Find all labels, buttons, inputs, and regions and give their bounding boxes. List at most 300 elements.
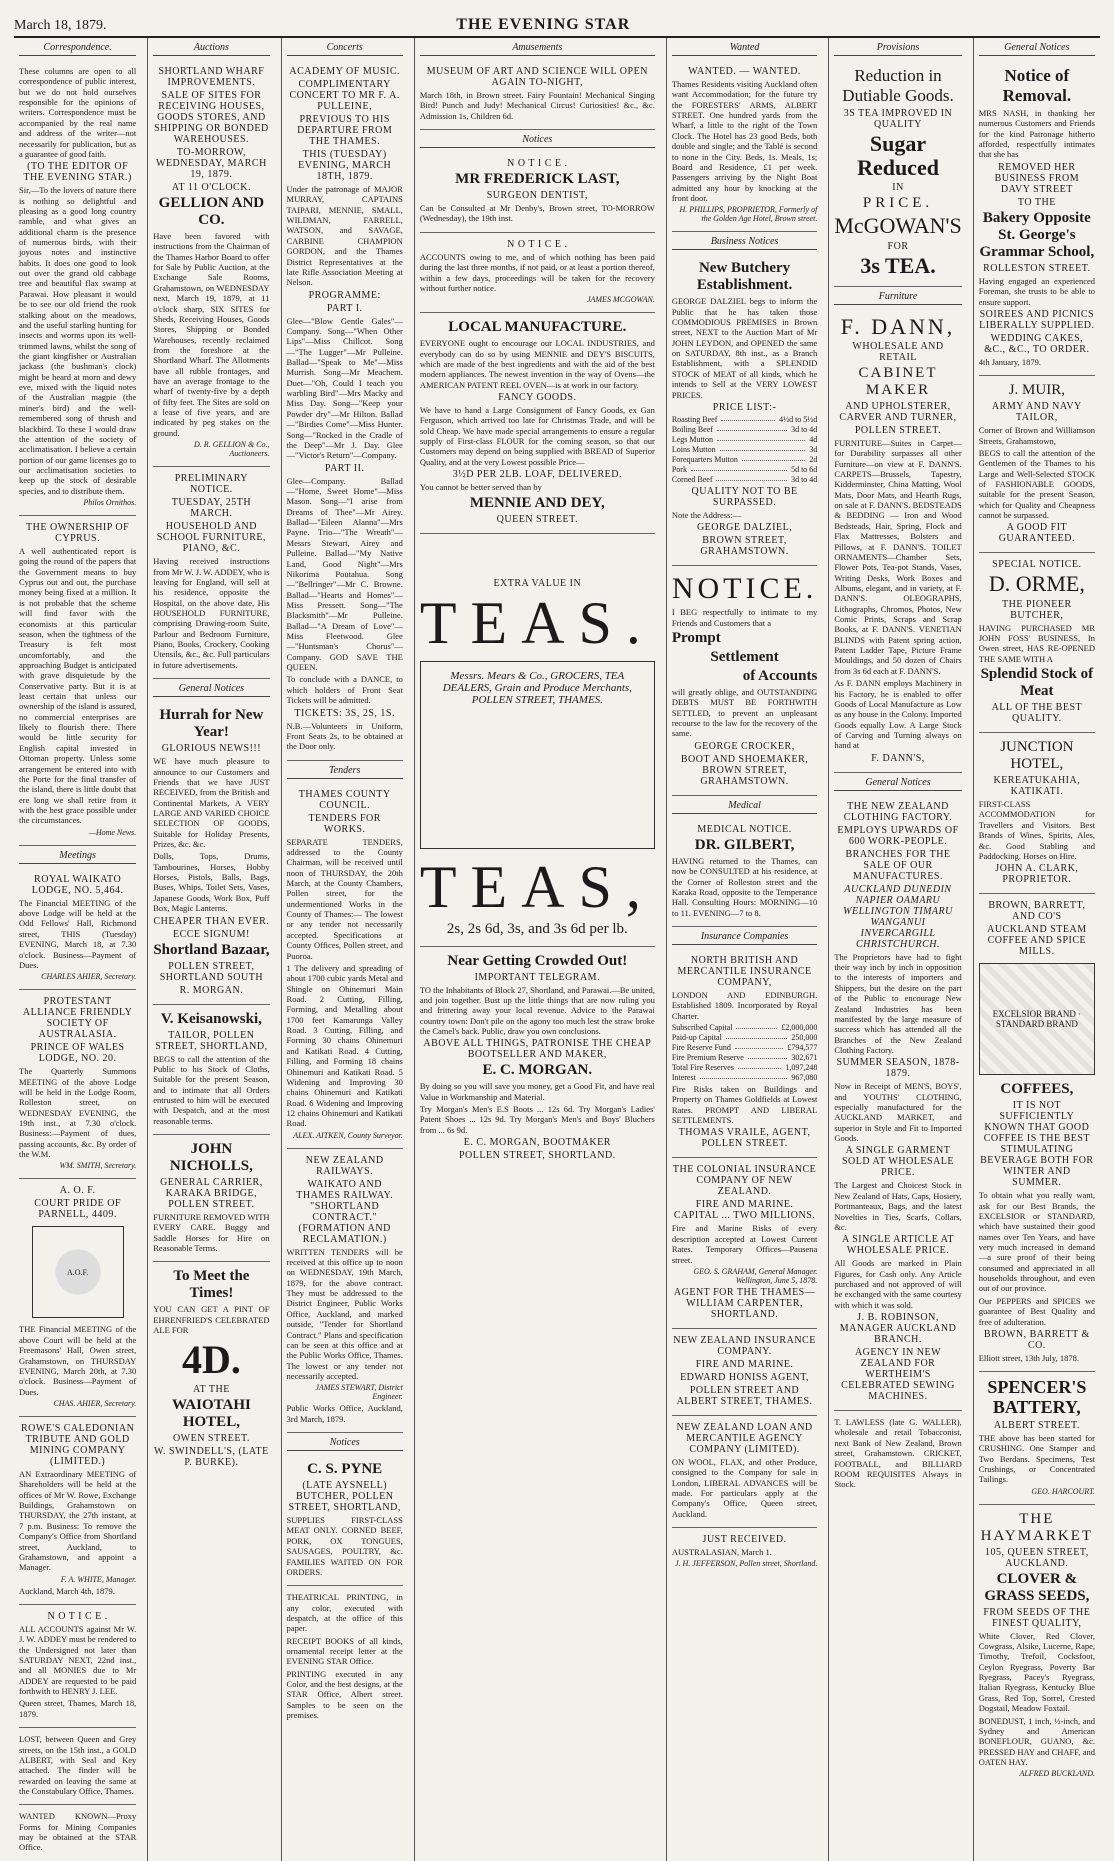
waiotahi-headline: WAIOTAHI HOTEL, bbox=[171, 1396, 251, 1430]
removal-body-2: Having engaged an experienced Foreman, she trusts to be able to ensure support. bbox=[978, 275, 1095, 307]
lawless-ad bbox=[834, 1411, 961, 1498]
times-headline: To Meet the Times! bbox=[173, 1268, 250, 1302]
hurrah-body: WE have much pleasure to announce to our Customers and Friends that we have JUST RECEIVED, from the British and Continental Markets, A VERY LARGE AND VARIED CHOICE SELECTION OF GOODS, Suitable for Holiday Presents, Prizes, &c. &c. bbox=[153, 756, 270, 850]
clothing-branches: BRANCHES FOR THE SALE OF OUR MANUFACTURES. bbox=[845, 848, 951, 882]
nzi-headline: NEW ZEALAND INSURANCE COMPANY. bbox=[673, 1334, 816, 1357]
boot-headline: ABOVE ALL THINGS, PATRONISE THE CHEAP BOOTSELLER AND MAKER, bbox=[423, 1038, 652, 1061]
wharf-date: TO-MORROW, WEDNESDAY, MARCH 19, 1879. bbox=[156, 147, 267, 180]
dentist-notice-headline: N O T I C E . bbox=[507, 158, 568, 170]
coffee-brand-logos-icon bbox=[979, 963, 1095, 1075]
mears-business-card bbox=[420, 661, 655, 849]
clark-proprietor: JOHN A. CLARK, PROPRIETOR. bbox=[995, 863, 1079, 886]
robinson-manager: J. B. ROBINSON, MANAGER AUCKLAND BRANCH. bbox=[839, 1312, 957, 1346]
cheaper-than-ever: CHEAPER THAN EVER. bbox=[153, 915, 270, 927]
clover-subhead: FROM SEEDS OF THE FINEST QUALITY, bbox=[983, 1606, 1091, 1629]
capital-price: 967,080 bbox=[791, 1073, 818, 1083]
museum-body: March 18th, in Brown street. Fairy Fountain! Mechanical Singing Bird! Punch and Judy! Mechanical Circus! Curiosities! &c., &c. Admission 1s, Children 6d. bbox=[419, 90, 655, 121]
lodge-notice bbox=[19, 868, 136, 991]
wanted-known-body: WANTED KNOWN—Proxy Forms for Mining Companies may be obtained at the STAR Office. bbox=[19, 1811, 137, 1853]
muir-address: Corner of Brown and Williamson Streets, Grahamstown, bbox=[978, 425, 1095, 446]
teas-headline: TEAS. bbox=[419, 589, 655, 656]
nash-removal-ad bbox=[979, 60, 1095, 376]
nbmi-subhead: LONDON AND EDINBURGH. Established 1809. Incorporated by Royal Charter. bbox=[671, 989, 818, 1021]
cyprus-body: A well authenticated report is going the round of the papers that the Government means to buy Cyprus out and out, the purchase money being fixed at a million. It is not probable that the scheme will find favor with the economists at this particular season, when the tightness of the Treasury is felt most uncomfortably, and the approaching Budget is anticipated with grave disquietude by the Conservative party. But it is at least certain that unless our ownership of the island is assured, no commercial enterprises are likely to flourish there. There would be little security for English capital invested in Ottoman property. Unless some arrangement be entered into with the Porte for the final transfer of the island, there is little doubt that ere long we shall retire from it with the best grace possible under the circumstances. bbox=[19, 546, 137, 826]
tenders-body: SEPARATE TENDERS, addressed to the County Chairman, will be received until noon of THURSDAY, the 20th March, at the County Chambers, Pollen street, for the undermentioned Works in the County of Thames:— The lowest or any tender not necessarily accepted. Specifications at County Offices, Pollen street, and Puoroa. bbox=[286, 836, 403, 961]
dann-ad bbox=[834, 309, 961, 773]
to-the: TO THE bbox=[1017, 196, 1056, 208]
received-ad bbox=[672, 1528, 817, 1576]
article-body: All Goods are marked in Plain Figures, for Cash only. Any Article purchased and not approved of will be exchanged with the same courtesy with which it was sold. bbox=[834, 1258, 962, 1310]
local-body: EVERYONE ought to encourage our LOCAL INDUSTRIES, and everybody can do so by using MENNIE and DEY'S BISCUITS, which are made of the best ingredients and with the aid of the best modern appliances. The newest invention in the way of Ovens—the AMERICAN PATENT REEL OVEN—is at work in our factory. bbox=[419, 338, 655, 390]
section-auctions: Auctions bbox=[153, 40, 269, 56]
section-amusements: Amusements bbox=[420, 40, 655, 56]
crowded-subhead: IMPORTANT TELEGRAM. bbox=[474, 971, 601, 983]
fancy-headline: FANCY GOODS. bbox=[498, 392, 577, 404]
butchery-ad bbox=[672, 254, 817, 566]
meat-price-row bbox=[672, 475, 817, 484]
capital-item: Fire Premium Reserve bbox=[671, 1053, 744, 1063]
academy-headline: ACADEMY OF MUSIC. bbox=[289, 66, 401, 77]
seeds-list: White Clover, Red Clover, Cowgrass, Alsike, Lucerne, Rape, Timothy, Trefoil, Cocksfoot, Ceylon Ryegrass, Poverty Bar Ryegrass, Pacey's Ryegrass, Italian Ryegrass, Kentucky Blue Grass, Red Top, Sorrel, Crested Dogstail, Meadow Foxtail. bbox=[978, 1630, 1095, 1714]
meat-price-price: 3d to 4d bbox=[791, 424, 818, 434]
programme-part-2-items: Glee—Company. Ballad—"Home, Sweet Home"—Miss Mason. Song—"I arise from Dreams of Thee"—Mr Airey. Ballad—"Eileen Alanna"—Mrs Payne. Trio—"The Wreath"—Messrs Stewart, Airey and Pulleine. Ballad—"My Native Land, Good Night"—Mrs Nikorima Poutahua. Song—"Bellringer"—Mr C. Browne. Ballad—"Hearts and Homes"—Miss Pressett. Song—"The Blacksmith"—Mr Pulleine. Ballad—"A Dream of Love"—Miss Fleetwood. Glee—"Huntsman's Chorus"—Company. GOD SAVE THE QUEEN. bbox=[286, 475, 403, 673]
concert-tickets: TICKETS: 3S, 2S, 1S. bbox=[294, 707, 395, 719]
honiss-address: POLLEN STREET AND ALBERT STREET, THAMES. bbox=[676, 1384, 813, 1407]
brown-barrett-date: Elliott street, 13th July, 1878. bbox=[978, 1352, 1079, 1363]
wharf-auction bbox=[153, 60, 269, 467]
settlement-word: Settlement bbox=[710, 648, 779, 665]
muir-body: BEGS to call the attention of the Gentlemen of the Thames to his Large and Well-Selected STOCK of FASHIONABLE GOODS, suitable for the present Season, which for Quality and Cheapness cannot be surpassed. bbox=[978, 447, 1095, 521]
colonial-signature: GEO. S. GRAHAM, General Manager. Wellington, June 5, 1878. bbox=[693, 1266, 818, 1285]
muir-name: J. MUIR, bbox=[1008, 382, 1065, 399]
dentist-notice bbox=[420, 152, 655, 233]
meat-price-leader bbox=[742, 455, 805, 461]
meat-price-item: Loins Mutton bbox=[671, 444, 716, 454]
meat-price-leader bbox=[720, 445, 806, 451]
addey-date: Queen street, Thames, March 18, 1879. bbox=[19, 1698, 137, 1719]
dalziel-address: BROWN STREET, GRAHAMSTOWN. bbox=[700, 535, 789, 558]
hurrah-list: Dolls, Tops, Drums, Tambourines, Horses, Hobby Horses, Pistols, Balls, Bags, Buses, Whips, Toilet Sets, Vases, Japanese Goods, Work Box, Puff Box, Magic Lanterns. bbox=[153, 851, 270, 914]
of-accounts-word: of Accounts bbox=[742, 667, 818, 684]
wanted-body: Thames Residents visiting Auckland often want Accommodation; for the future try the FORESTERS' ARMS, ALBERT STREET. One hundred yards from the Wharf, a little to the right of the Town Clock. The Hotel has 23 good Beds, both double and single; and the Tablé is second to none in the City. Beds, 1s. Meals, 1s; Board and Residence, £1 per week. Passengers arriving by the Night Boat admitted any hour by knocking at the front door. bbox=[671, 79, 818, 203]
teas-prices: 2s, 2s 6d, 3s, and 3s 6d per lb. bbox=[446, 920, 628, 937]
capital-item: Subscribed Capital bbox=[671, 1023, 733, 1033]
cyprus-source: —Home News. bbox=[88, 827, 137, 837]
morgan-name: E. C. MORGAN. bbox=[482, 1062, 593, 1079]
column-2 bbox=[147, 38, 274, 1861]
wanted-known-notice bbox=[19, 1805, 136, 1860]
morgan-address: POLLEN STREET, SHORTLAND. bbox=[458, 1150, 616, 1162]
section-general-notices: General Notices bbox=[153, 681, 269, 697]
programme-headline: PROGRAMME: bbox=[308, 289, 381, 301]
bazaar-owner: R. MORGAN. bbox=[179, 984, 244, 996]
butchery-headline: New Butchery Establishment. bbox=[696, 260, 793, 294]
coffee-mills: AUCKLAND STEAM COFFEE AND SPICE MILLS. bbox=[987, 924, 1087, 958]
orme-ad bbox=[979, 553, 1095, 733]
capital-leader bbox=[735, 1043, 783, 1049]
loaf-price: 3½D PER 2LB. LOAF, DELIVERED. bbox=[452, 469, 622, 481]
furniture-body: Having received instructions from Mr W. J. W. ADDEY, who is leaving for England, will sell at his residence, opposite the Hospital, on the above date, His HOUSEHOLD FURNITURE, comprising Drawing-room Suite, Parlour and Bedroom Furniture, Piano, Books, Crockery, Cooking Utensils, &c., &c. Full particulars in future advertisements. bbox=[153, 556, 270, 670]
section-general-notices-2: General Notices bbox=[834, 775, 961, 791]
issue-date: March 18, 1879. bbox=[14, 18, 107, 33]
capital-price: 250,000 bbox=[791, 1033, 818, 1043]
dann-wholesale: WHOLESALE AND RETAIL bbox=[852, 340, 944, 363]
rowe-body: AN Extraordinary MEETING of Shareholders will be held at the offices of Mr W. Rowe, Exchange Buildings, Grahamstown on THURSDAY, the 27th instant, at 7 p.m. Business: To remove the Company's Office from Shortland street, Auckland, to Grahamstown, and appoint a Manager. bbox=[19, 1468, 137, 1573]
concert-date: THIS (TUESDAY) EVENING, MARCH 18TH, 1879. bbox=[298, 149, 392, 182]
medical-headline: MEDICAL NOTICE. bbox=[697, 823, 792, 835]
soirees: SOIREES AND PICNICS LIBERALLY SUPPLIED. bbox=[979, 308, 1095, 331]
teas-headline-2: TEAS, bbox=[419, 853, 655, 920]
cabinet-maker: CABINET MAKER bbox=[858, 364, 938, 398]
railways-date: Public Works Office, Auckland, 3rd March, 1879. bbox=[286, 1403, 403, 1424]
bazaar-address: POLLEN STREET, SHORTLAND SOUTH bbox=[159, 960, 264, 983]
capital-price: 1,097,248 bbox=[785, 1063, 818, 1073]
crowded-body: TO the Inhabitants of Block 27, Shortland, and Parawai.—Be united, and join together. Bust up the little things that are now ruling you and frittering away your local revenue. Advice to the Parawai country town: Don't pile on the agony too much lest the straw broke the Camel's back. Public, draw you own conclusions. bbox=[419, 984, 655, 1036]
crowded-out-ad bbox=[420, 947, 655, 1170]
court-signature: CHAS. AHIER, Secretary. bbox=[53, 1398, 137, 1408]
meat-price-row bbox=[672, 445, 817, 454]
capital-item: Interest bbox=[671, 1073, 696, 1083]
times-at: AT THE bbox=[193, 1383, 230, 1395]
mcgowan-ad bbox=[834, 60, 961, 287]
settlement-notice bbox=[672, 566, 817, 796]
mears-card-text: Messrs. Mears & Co., GROCERS, TEA DEALERS, Grain and Produce Merchants, POLLEN STREET, THAMES. bbox=[442, 669, 632, 706]
sewing-agency: AGENCY IN NEW ZEALAND FOR WERTHEIM'S CELEBRATED SEWING MACHINES. bbox=[841, 1347, 955, 1403]
splendid-stock: Splendid Stock of Meat bbox=[980, 666, 1094, 700]
tenders-signature: ALEX. AITKEN, County Surveyor. bbox=[293, 1130, 403, 1140]
programme-part-1: PART I. bbox=[326, 302, 363, 314]
haymarket-ad bbox=[979, 1505, 1095, 1787]
alliance-body: The Quarterly Summons MEETING of the above Lodge will be held in the Lodge Room, Rolleston street, on WEDNESDAY EVENING, the 19th inst., at 7.30 o'clock. Business:—Payment of dues, passing accounts, &c. By order of the W.M. bbox=[19, 1066, 137, 1160]
alliance-signature: WM. SMITH, Secretary. bbox=[59, 1161, 137, 1171]
nbmi-capital-list bbox=[672, 1023, 817, 1082]
special-notice: SPECIAL NOTICE. bbox=[992, 559, 1082, 571]
section-notices: Notices bbox=[287, 1435, 403, 1451]
section-correspondence: Correspondence. bbox=[19, 40, 136, 56]
gellion-body: Have been favored with instructions from the Chairman of the Thames Harbor Board to offer for Sale by Public Auction, at the Exchange Sale Rooms, Grahamstown, on WEDNESDAY next, March 19, 1879, at 11 o'clock sharp, SIX SITES for Sheds, Receiving Houses, Goods Stores, Shipping or Bonded Warehouses, recently reclaimed from the foreshore at the Shortland Wharf. The Allotments have all rubble frontages, and have an average frontage to the wharf of twenty-five by a depth of fifty feet. The Sites are sold on a lease of five years, and are indicated by peg stakes on the ground. bbox=[153, 231, 270, 438]
spencer-ad bbox=[979, 1372, 1095, 1504]
single-body: The Largest and Choicest Stock in New Zealand of Hats, Caps, Hosiery, Portmanteaux, Bags, and the latest Novelties in Ties, Scarfs, Collars, &c. bbox=[834, 1180, 962, 1232]
meat-price-item: Boiling Beef bbox=[671, 424, 713, 434]
junction-body: FIRST-CLASS ACCOMMODATION for Travellers and Visitors. Best Brands of Wines, Spirits, Ales, &c. Good Stabling and Paddocking. Horses on Hire. bbox=[978, 799, 1095, 861]
buckland-signature: ALFRED BUCKLAND. bbox=[1019, 1769, 1095, 1779]
loaf-sub: You cannot be better served than by bbox=[419, 482, 542, 493]
receipt-books: RECEIPT BOOKS of all kinds, ornamental receipt letter at the EVENING STAR Office. bbox=[286, 1635, 403, 1667]
price-list-headline: PRICE LIST:- bbox=[712, 401, 777, 413]
settlement-headline: NOTICE. bbox=[671, 572, 818, 606]
column-3 bbox=[281, 38, 408, 1861]
gilbert-name: DR. GILBERT, bbox=[694, 836, 795, 853]
colonial-subhead: FIRE AND MARINE. CAPITAL ... TWO MILLIONS. bbox=[673, 1199, 816, 1222]
newspaper-title: THE EVENING STAR bbox=[456, 16, 631, 33]
tenders-works: 1 The delivery and spreading of about 1700 cubic yards Metal and Shingle on Ohinemuri Main Road. 2 Cutting, Filling, Forming, and Metalling about 1700 feet Kamarunga Valley Road. 3 Cutting, Filling, and Forming 30 chains Ohinemuri and Katikati Road. 4 Cutting, Filling, and Forming 18 chains Ohinemuri and Katikati Road. 5 Widening and Improving 30 chains Ohinemuri and Katikati Road. 6 Widening and Improving 12 chains Ohinemuri and Katikati Road. bbox=[286, 962, 403, 1129]
junction-location: KEREATUKAHIA, KATIKATI. bbox=[993, 775, 1081, 798]
muir-ad bbox=[979, 376, 1095, 553]
concert-ad bbox=[287, 60, 403, 761]
column-4 bbox=[414, 38, 660, 1861]
crowded-headline: Near Getting Crowded Out! bbox=[447, 952, 628, 969]
boot-body: By doing so you will save you money, get a Good Fit, and have real Value in Workmanship and Material. bbox=[419, 1081, 655, 1102]
railways-headline: NEW ZEALAND RAILWAYS. bbox=[305, 1154, 384, 1177]
colonial-ad bbox=[672, 1158, 817, 1328]
meat-price-item: Legs Mutton bbox=[671, 434, 713, 444]
settlement-body: I BEG respectfully to intimate to my Friends and Customers that a bbox=[671, 607, 818, 628]
meat-price-leader bbox=[716, 475, 787, 481]
single-garment: A SINGLE GARMENT SOLD AT WHOLESALE PRICE. bbox=[842, 1145, 955, 1179]
letter-intro: (TO THE EDITOR OF THE EVENING STAR.) bbox=[23, 161, 132, 184]
local-headline: LOCAL MANUFACTURE. bbox=[448, 319, 627, 336]
concert-nb: N.B.—Volunteers in Uniform, Front Seats 2s, to be obtained at the Door only. bbox=[286, 720, 403, 752]
capital-row bbox=[672, 1043, 817, 1052]
meat-price-leader bbox=[717, 425, 787, 431]
morgan-bootmaker: E. C. MORGAN, BOOTMAKER bbox=[463, 1137, 611, 1149]
prelim-date: TUESDAY, 25TH MARCH. bbox=[171, 497, 252, 520]
section-wanted: Wanted bbox=[672, 40, 817, 56]
meat-price-row bbox=[672, 465, 817, 474]
keisanowski-ad bbox=[153, 1005, 269, 1136]
prelim-headline: PRELIMINARY NOTICE. bbox=[174, 473, 249, 496]
crocker-name: GEORGE CROCKER, bbox=[694, 740, 795, 752]
museum-headline: MUSEUM OF ART AND SCIENCE WILL OPEN AGAIN TO-NIGHT, bbox=[426, 66, 648, 88]
fancy-body: We have to hand a Large Consignment of Fancy Goods, ex Gan Ferguson, which arrived too late for Christmas Trade, and will be sold Cheap. We have made special arrangements to ensure a regular supply of First-class FLOUR for the coming season, so that our Customers may depend on being supplied with BREAD of Superior Quality, and at the very Lowest possible Price— bbox=[419, 405, 655, 467]
concert-patronage: Under the patronage of MAJOR MURRAY, CAPTAINS TAIPARI, MENNIE, SMALL, WILDMAN, FARRELL, WATSON, and SAVAGE, CARBINE CHAMPION GORDON, and the Thames District Representatives at the late Rifle Association Meeting at Nelson. bbox=[286, 184, 403, 288]
section-provisions: Provisions bbox=[834, 40, 961, 56]
foresters-emblem-icon bbox=[32, 1226, 124, 1318]
capital-leader bbox=[700, 1073, 787, 1079]
capital-item: Paid-up Capital bbox=[671, 1033, 722, 1043]
clothing-factory-ad bbox=[834, 795, 961, 1411]
removal-date: 4th January, 1879. bbox=[978, 356, 1041, 367]
pyne-subhead: (LATE AYSNELL) BUTCHER, POLLEN STREET, SHORTLAND, bbox=[288, 1480, 401, 1514]
accounts-notice bbox=[420, 233, 655, 313]
column-6 bbox=[828, 38, 966, 1861]
addey-notice bbox=[19, 1605, 136, 1728]
pyne-body: SUPPLIES FIRST-CLASS MEAT ONLY. CORNED BEEF, PORK, OX TONGUES, SAUSAGES, POULTRY, &c. FAMILIES WAITED ON FOR ORDERS. bbox=[286, 1515, 403, 1577]
in-word: IN bbox=[892, 182, 904, 194]
single-article: A SINGLE ARTICLE AT WHOLESALE PRICE. bbox=[842, 1234, 954, 1257]
court-headline: COURT PRIDE OF PARNELL, 4409. bbox=[34, 1198, 122, 1221]
received-signature: J. H. JEFFERSON, Pollen street, Shortland. bbox=[674, 1559, 818, 1569]
pyne-ad bbox=[287, 1455, 403, 1586]
masthead bbox=[14, 10, 1100, 38]
crocker-address: BOOT AND SHOEMAKER, BROWN STREET, GRAHAMSTOWN. bbox=[680, 753, 809, 787]
section-general-notices-3: General Notices bbox=[979, 40, 1095, 56]
columns bbox=[14, 38, 1100, 1853]
accounts-headline: N O T I C E . bbox=[507, 238, 568, 250]
honiss-name: EDWARD HONISS AGENT, bbox=[680, 1371, 810, 1383]
gellion-signature: D. R. GELLION & Co., Auctioneers. bbox=[193, 440, 270, 459]
capital-row bbox=[672, 1023, 817, 1032]
prompt-word: Prompt bbox=[671, 629, 721, 646]
letter-body: Sir,—To the lovers of nature there is nothing so delightful and pleasing as a good long country ramble, and what gives an additional charm is the presence of numerous birds, with their joyous notes and instinctive habits. It does one good to look out over the grand old cabbage tree and beautiful flax swamp at Parawai. How pleasant it would be to see our old friend the rook stalking about on the meadows, and the useful starling hunting for insects and worms upon its well-trimmed lawns, whilst the song of the giant kingfisher or Australian jackass (the bushman's clock) might be heard at morn and dewy eve, mixed with the liquid notes of the Australian magpie (the miner's bird) and the well-remembered song of thrush and blackbird. To these I would draw the attention of the society of acclimatisation. I believe a certain portion of our game licenses go to our acclimatisation societies to keep up the stock of desirable species, and to distribute them. bbox=[19, 185, 137, 496]
settlement-body-2: will greatly oblige, and OUTSTANDING DEBTS MUST BE FORTHWITH SETTLED, to prevent an unpleasant recourse to the law for the recovery of the same. bbox=[671, 686, 818, 739]
meat-price-item: Corned Beef bbox=[671, 474, 713, 484]
section-tenders: Tenders bbox=[287, 763, 403, 779]
waiotahi-street: OWEN STREET. bbox=[172, 1432, 250, 1444]
extra-value: EXTRA VALUE IN bbox=[493, 577, 582, 589]
spencer-headline: SPENCER'S BATTERY, bbox=[987, 1377, 1087, 1418]
lost-body: LOST, between Queen and Grey streets, on the 15th inst., a GOLD ALBERT, with Seal and Key attached. The finder will be rewarded on leaving the same at the Constabulary Office, Thames. bbox=[19, 1734, 137, 1796]
meat-price-leader bbox=[721, 415, 775, 421]
wanted-signature: H. PHILLIPS, PROPRIETOR, Formerly of the Golden Age Hotel, Brown street. bbox=[679, 205, 818, 224]
capital-leader bbox=[738, 1063, 781, 1069]
concert-dance: To conclude with a DANCE, to which holders of Front Seat Tickets will be admitted. bbox=[286, 674, 403, 706]
capital-row bbox=[672, 1033, 817, 1042]
quality-note: QUALITY NOT TO BE SURPASSED. bbox=[691, 485, 798, 508]
bakery-headline: Bakery Opposite St. George's Grammar School, bbox=[979, 209, 1095, 260]
medical-notice bbox=[672, 818, 817, 927]
boot-prices: Try Morgan's Men's E.S Boots ... 12s 6d. Try Morgan's Ladies' Patent Shoes ... 12s 9d. Try Morgan's Men's and Boys' Bluchers from ... 6s 9d. bbox=[419, 1104, 655, 1135]
wharf-headline: SHORTLAND WHARF IMPROVEMENTS. bbox=[158, 66, 265, 88]
coffees-subhead: IT IS NOT SUFFICIENTLY KNOWN THAT GOOD COFFEE IS THE BEST STIMULATING BEVERAGE BOTH FOR WINTER AND SUMMER. bbox=[980, 1100, 1094, 1189]
junction-name: JUNCTION HOTEL, bbox=[1000, 739, 1074, 773]
printing-notices bbox=[287, 1586, 403, 1728]
keisanowski-subhead: TAILOR, POLLEN STREET, SHORTLAND, bbox=[155, 1029, 268, 1052]
nbmi-body: Fire Risks taken on Buildings and Property on Thames Goldfields at Lowest Rates. PROMPT AND LIBERAL SETTLEMENTS. bbox=[671, 1084, 818, 1126]
bazaar-headline: Shortland Bazaar, bbox=[153, 941, 270, 958]
capital-price: £794,577 bbox=[787, 1043, 818, 1053]
colonial-body: Fire and Marine Risks of every description accepted at Lowest Current Rates. Temporary Offices—Pausena street. bbox=[671, 1223, 818, 1265]
brown-barrett-name: BROWN, BARRETT, AND CO'S bbox=[988, 900, 1086, 923]
rowe-notice bbox=[19, 1417, 136, 1605]
meat-price-price: 4d bbox=[809, 434, 818, 444]
nzi-subhead: FIRE AND MARINE. bbox=[695, 1358, 794, 1370]
nzi-ad bbox=[672, 1329, 817, 1416]
disclaimer: These columns are open to all correspondence of public interest, but we do not hold ourselves responsible for the opinions of writers. Correspondence must be accompanied by the real name and address of the writer—not necessarily for publication, but as a guarantee of good faith. bbox=[19, 66, 137, 159]
keisanowski-headline: V. Keisanowski, bbox=[160, 1010, 262, 1027]
nicholls-body: FURNITURE REMOVED WITH EVERY CARE. Buggy and Saddle Horses for Hire on Reasonable Terms. bbox=[153, 1212, 270, 1254]
alliance-headline: PROTESTANT ALLIANCE FRIENDLY SOCIETY OF AUSTRALASIA. bbox=[22, 996, 133, 1041]
emblem-label: A.O.F. bbox=[66, 1267, 89, 1277]
for-word: FOR bbox=[887, 240, 909, 252]
nicholls-ad bbox=[153, 1135, 269, 1262]
price-list bbox=[672, 415, 817, 484]
addey-body: ALL ACCOUNTS against Mr W. J. W. ADDEY must be rendered to the Undersigned not later than SATURDAY NEXT, 22nd inst., and all MONIES due to Mr ADDEY are requested to be paid forthwith to HENRY J. LEE. bbox=[19, 1623, 137, 1697]
glorious-news: GLORIOUS NEWS!!! bbox=[161, 743, 262, 755]
spencer-street: ALBERT STREET. bbox=[993, 1419, 1080, 1431]
dann-name-2: F. DANN'S, bbox=[871, 752, 925, 764]
lodge-headline: ROYAL WAIKATO LODGE, NO. 5,464. bbox=[31, 873, 124, 896]
printing-notice: PRINTING executed in any Color, and the best designs, at the STAR Office, Albert street. Samples to be seen on the premises. bbox=[286, 1668, 403, 1721]
wanted-headline: WANTED. — WANTED. bbox=[688, 66, 801, 77]
dann-name: F. DANN, bbox=[840, 313, 956, 339]
museum-ad bbox=[420, 60, 655, 130]
wharf-body: SALE OF SITES FOR RECEIVING HOUSES, GOODS STORES, AND SHIPPING OR BONDED WAREHOUSES. bbox=[154, 90, 269, 145]
loan-body: ON WOOL, FLAX, and other Produce, consigned to the Company for sale in London, LIBERAL ADVANCES will be made. For particulars apply at the Company's Office, Queen street, Auckland. bbox=[671, 1456, 818, 1519]
section-notices-2: Notices bbox=[420, 132, 655, 148]
coffees-headline: COFFEES, bbox=[1000, 1081, 1074, 1098]
section-furniture: Furniture bbox=[834, 289, 961, 305]
times-price: 4D. bbox=[181, 1336, 241, 1382]
capital-price: 302,671 bbox=[791, 1053, 818, 1063]
removal-headline: Notice of Removal. bbox=[1002, 66, 1072, 105]
nicholls-headline: JOHN NICHOLLS, bbox=[169, 1141, 253, 1175]
council-headline: THAMES COUNTY COUNCIL. bbox=[298, 788, 391, 811]
addey-headline: N O T I C E . bbox=[47, 1610, 108, 1622]
capital-item: Total Fire Reserves bbox=[671, 1063, 734, 1073]
carpenter-agent: AGENT FOR THE THAMES— WILLIAM CARPENTER, SHORTLAND. bbox=[673, 1286, 816, 1320]
meat-price-price: 3d to 4d bbox=[791, 474, 818, 484]
concert-headline: COMPLIMENTARY CONCERT TO MR F. A. PULLEINE, bbox=[289, 79, 400, 112]
butchery-body: GEORGE DALZIEL begs to inform the Public that he has taken those COMMODIOUS PREMISES in Brown street, NEXT to the Auction Mart of Mr JOHN LEYDON, and OPENED the same on SATURDAY, 8th inst., as a Branch Establishment, with a SPLENDID STOCK of MEAT of all kinds, which he intends to Sell at the VERY LOWEST PRICES. bbox=[671, 296, 818, 400]
correspondence-article bbox=[19, 60, 136, 516]
clover-headline: CLOVER & GRASS SEEDS, bbox=[984, 1570, 1090, 1604]
clothing-employs: EMPLOYS UPWARDS OF 600 WORK-PEOPLE. bbox=[837, 824, 959, 847]
alliance-subhead: PRINCE OF WALES LODGE, NO. 20. bbox=[30, 1042, 125, 1065]
hurrah-headline: Hurrah for New Year! bbox=[159, 707, 264, 741]
brown-barrett-ad bbox=[979, 894, 1095, 1372]
cyprus-article bbox=[19, 516, 136, 846]
theatrical-printing: THEATRICAL PRINTING, in any color, executed with despatch, at the office of this paper. bbox=[286, 1592, 403, 1634]
alliance-notice bbox=[19, 990, 136, 1179]
court-body: THE Financial MEETING of the above Court will be held at the Freemasons' Hall, Owen street, Grahamstown, on THURSDAY EVENING, March 20th, at 7.30 o'clock. Business—Payment of Dues. bbox=[19, 1324, 137, 1397]
section-business-notices: Business Notices bbox=[672, 234, 817, 250]
junction-hotel-ad bbox=[979, 733, 1095, 894]
nicholls-subhead: GENERAL CARRIER, KARAKA BRIDGE, POLLEN STREET. bbox=[160, 1177, 263, 1211]
aof-notice bbox=[19, 1179, 136, 1417]
received-headline: JUST RECEIVED. bbox=[702, 1534, 787, 1546]
section-concerts: Concerts bbox=[287, 40, 403, 56]
tea-improved: 3S TEA IMPROVED IN QUALITY bbox=[843, 108, 953, 130]
capital-row bbox=[672, 1063, 817, 1072]
lodge-signature: CHARLES AHIER, Secretary. bbox=[41, 972, 137, 982]
received-body: AUSTRALASIAN, March 1. bbox=[671, 1547, 772, 1558]
capital-row bbox=[672, 1073, 817, 1082]
capital-leader bbox=[736, 1023, 777, 1029]
removed-business: REMOVED HER BUSINESS FROM DAVY STREET bbox=[994, 161, 1080, 195]
harcourt-signature: GEO. HARCOURT. bbox=[1031, 1486, 1095, 1496]
accounts-body: ACCOUNTS owing to me, and of which nothing has been paid during the last three months, if not paid, or at least a portion thereof, within a few days, proceedings will be taken for the recovery without further notice. bbox=[419, 251, 655, 293]
nbmi-ad bbox=[672, 949, 817, 1159]
coffees-body: To obtain what you really want, ask for our Best Brands, the EXCELSIOR or STANDARD, which have sustained their good names over Ten Years, and have very much increased in demand—a sure proof of their being consumed and appreciated in all households throughout, and even out of our province. bbox=[978, 1190, 1095, 1294]
loan-ad bbox=[672, 1416, 817, 1528]
nbmi-headline: NORTH BRITISH AND MERCANTILE INSURANCE COMPANY, bbox=[677, 954, 812, 988]
capital-row bbox=[672, 1053, 817, 1062]
summer-season: SUMMER SEASON, 1878-1879. bbox=[836, 1057, 960, 1080]
spencer-body: THE above has been started for CRUSHING. One Stamper and Two Berdans. Specimens, Test Crushings, or Concentrated Tailings. bbox=[978, 1432, 1095, 1485]
swindells-name: W. SWINDELL'S, (LATE P. BURKE). bbox=[154, 1445, 269, 1468]
meat-price-leader bbox=[717, 435, 805, 441]
accounts-signature: JAMES MCGOWAN. bbox=[586, 295, 655, 305]
column-5 bbox=[666, 38, 822, 1861]
lost-notice bbox=[19, 1728, 136, 1805]
programme-part-1-items: Glee—"Blow Gentle Gales"—Company. Song—"When Other Lips"—Miss Chillcot. Song—"The Lugger"—Mr Pulleine. Ballad—"Speak to Me"—Miss Murrish. Song—Mr Meachem. Duet—"Oh, Could I teach you warbling Bird"—Mrs Macky and Miss Day. Song—"Keep your Powder dry"—Mr Hilton. Ballad—"Birdies Come"—Miss Hunter. Song—"Rocked in the Cradle of the Deep"—Mr J. Day. Glee—"Victor's Return"—Company. bbox=[286, 315, 403, 461]
sugar-reduced: Sugar Reduced bbox=[857, 131, 939, 181]
dann-street: POLLEN STREET. bbox=[854, 424, 942, 436]
meat-price-price: 2d bbox=[809, 454, 818, 464]
pyne-headline: C. S. PYNE bbox=[307, 1461, 383, 1478]
cyprus-headline: THE OWNERSHIP OF CYPRUS. bbox=[26, 522, 130, 545]
brown-barrett-name-2: BROWN, BARRETT & CO. bbox=[983, 1328, 1090, 1351]
wedding-cakes: WEDDING CAKES, &C., &C., TO ORDER. bbox=[984, 332, 1090, 355]
teas-ad bbox=[420, 534, 655, 947]
meat-price-row bbox=[672, 455, 817, 464]
keisanowski-body: BEGS to call the attention of the Public to his Stock of Cloths, Suitable for the present Season, and to intimate that all Orders entrusted to him will be executed with Despatch, and at the most reasonable terms. bbox=[153, 1053, 270, 1126]
dentist-name: MR FREDERICK LAST, bbox=[455, 171, 620, 188]
railways-signature: JAMES STEWART, District Engineer. bbox=[315, 1383, 403, 1402]
tea-3s: 3s TEA. bbox=[860, 252, 936, 278]
meat-price-leader bbox=[691, 465, 787, 471]
council-tenders bbox=[287, 783, 403, 1149]
column-1 bbox=[14, 38, 141, 1861]
meat-price-item: Pork bbox=[671, 464, 687, 474]
household-headline: HOUSEHOLD AND SCHOOL FURNITURE, PIANO, &C. bbox=[156, 521, 267, 555]
lawless-body: T. LAWLESS (late G. WALLER), wholesale and retail Tobacconist, next Bank of New Zealand, Brown street, Grahamstown. CRICKET, FOOTBALL, and BILLIARD ROOM REQUISITES Always in Stock. bbox=[834, 1417, 962, 1490]
railways-tenders bbox=[287, 1149, 403, 1433]
gellion-headline: GELLION AND CO. bbox=[158, 195, 265, 228]
clothing-body: The Proprietors have had to fight their way inch by inch in opposition to the interests of importers and Shippers, but the desire on the part of the Public to encourage New Zealand Industries has been manifested by the large measure of success which has attended all the Branches of the New Zealand Clothing Factory. bbox=[834, 951, 962, 1055]
orme-name: D. ORME, bbox=[988, 571, 1085, 597]
